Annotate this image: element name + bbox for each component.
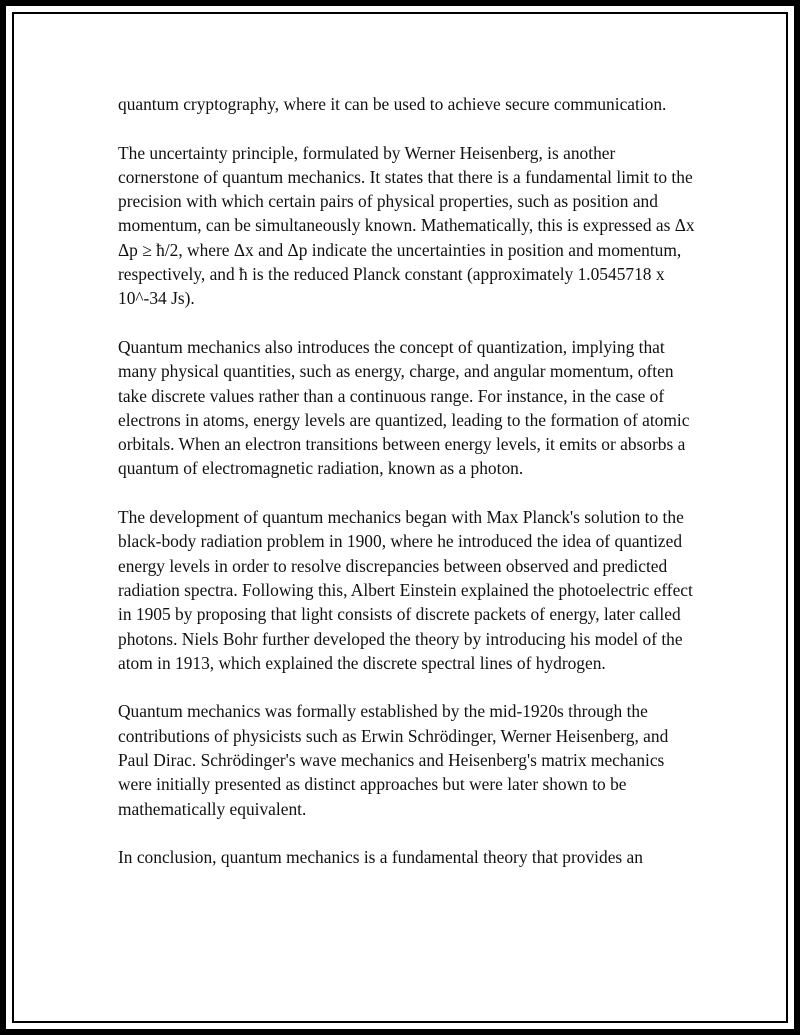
paragraph-quantization: Quantum mechanics also introduces the concept of quantization, implying that many physical quantities, such as energy, charge, and angular momentum, often take discrete values rather than a continuous range. For instance, in the case of electrons in atoms, energy levels are quantized, leading to the formation of atomic orbitals. When an electron transitions between energy levels, it emits or absorbs a quantum of electromagnetic radiation, known as a photon. xyxy=(118,336,690,479)
document-body xyxy=(118,92,698,894)
paragraph-conclusion: In conclusion, quantum mechanics is a fundamental theory that provides an xyxy=(118,847,643,868)
paragraph-uncertainty-principle: The uncertainty principle, formulated by Werner Heisenberg, is another cornerstone of quantum mechanics. It states that there is a fundamental limit to the precision with which certain pairs of physical properties, such as position and momentum, can be simultaneously known. Mathematically, this is expressed as Δx Δp ≥ ħ/2, where Δx and Δp indicate the uncertainties in position and momentum, respectively, and ħ is the reduced Planck constant (approximately 1.0545718 x 10^-34 Js). xyxy=(118,142,695,309)
paragraph-history: The development of quantum mechanics began with Max Planck's solution to the black-body radiation problem in 1900, where he introduced the idea of quantized energy levels in order to resolve discrepancies between observed and predicted radiation spectra. Following this, Albert Einstein explained the photoelectric effect in 1905 by proposing that light consists of discrete packets of energy, later called photons. Niels Bohr further developed the theory by introducing his model of the atom in 1913, which explained the discrete spectral lines of hydrogen. xyxy=(118,507,693,673)
paragraph-continuation: quantum cryptography, where it can be used to achieve secure communication. xyxy=(118,94,667,114)
paragraph-formalization: Quantum mechanics was formally established by the mid-1920s through the contributions of physicists such as Erwin Schrödinger, Werner Heisenberg, and Paul Dirac. Schrödinger's wave mechanics and Heisenberg's matrix mechanics were initially presented as distinct approaches but were later shown to be mathematically equivalent. xyxy=(118,701,669,819)
